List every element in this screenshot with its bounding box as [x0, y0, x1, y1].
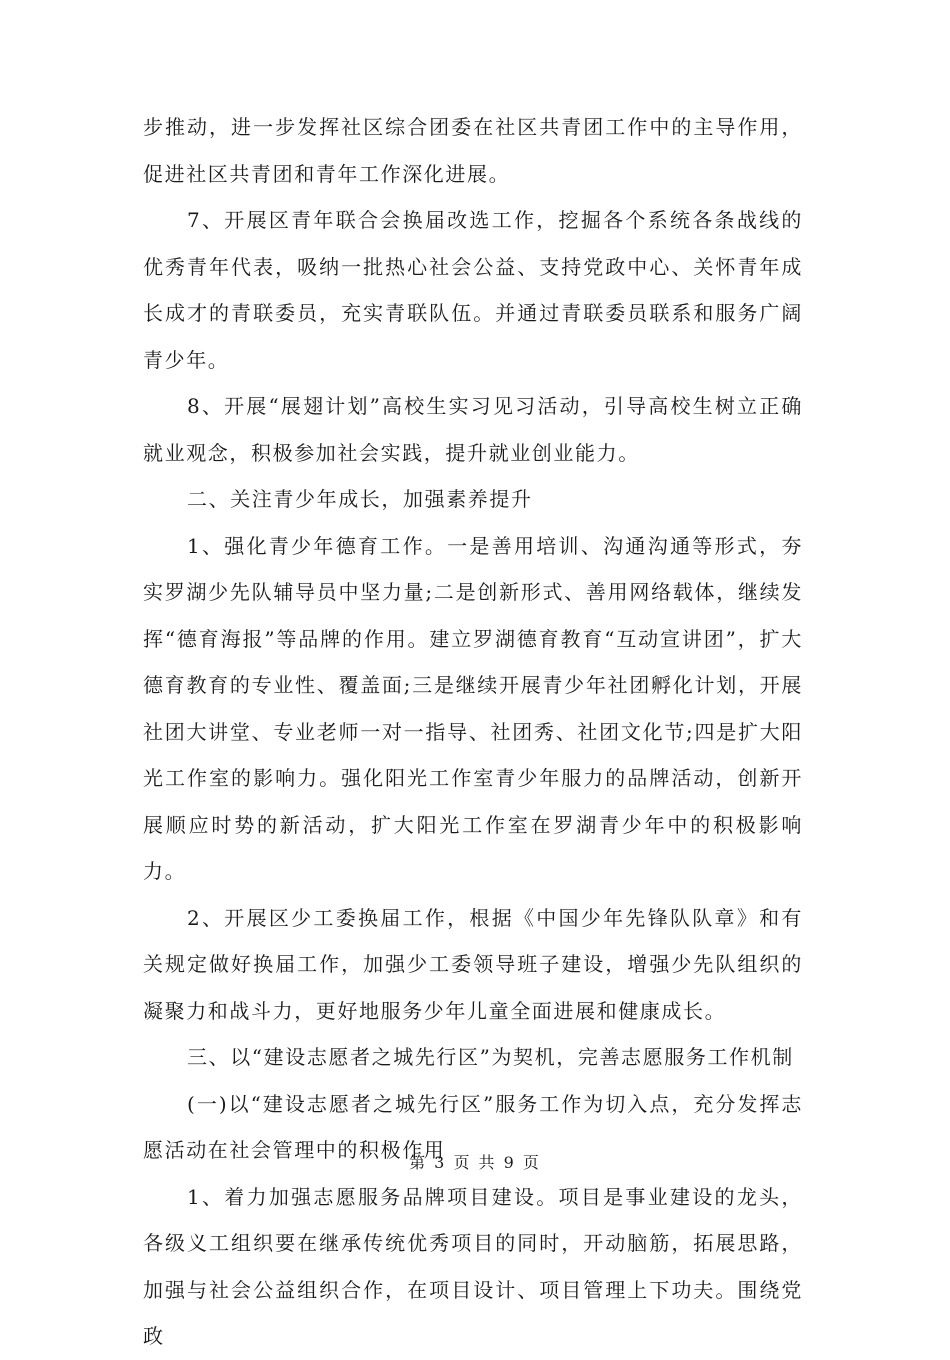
section-heading-2: 二、关注青少年成长，加强素养提升	[187, 487, 533, 511]
paragraph-1: 步推动，进一步发挥社区综合团委在社区共青团工作中的主导作用，促进社区共青团和青年工作深化进展。	[143, 115, 803, 186]
subsection-heading-1: (一)以“建设志愿者之城先行区”服务工作为切入点，充分发挥志愿活动在社会管理中的积极作用	[143, 1091, 803, 1162]
section-heading-3: 三、以“建设志愿者之城先行区”为契机，完善志愿服务工作机制	[187, 1045, 794, 1069]
paragraph-2: 7、开展区青年联合会换届改选工作，挖掘各个系统各条战线的优秀青年代表，吸纳一批热心社会公益、支持党政中心、关怀青年成长成才的青联委员，充实青联队伍。并通过青联委员联系和服务广阔青少年。	[143, 208, 803, 372]
page-footer: 第 3 页 共 9 页	[409, 1153, 541, 1172]
paragraph-5: 1、强化青少年德育工作。一是善用培训、沟通沟通等形式，夯实罗湖少先队辅导员中坚力量;二是创新形式、善用网络载体，继续发挥“德育海报”等品牌的作用。建立罗湖德育教育“互动宣讲团”，扩大德育教育的专业性、覆盖面;三是继续开展青少年社团孵化计划，开展社团大讲堂、专业老师一对一指导、社团秀、社团文化节;四是扩大阳光工作室的影响力。强化阳光工作室青少年服力的品牌活动，创新开展顺应时势的新活动，扩大阳光工作室在罗湖青少年中的积极影响力。	[143, 533, 803, 883]
paragraph-9: 1、着力加强志愿服务品牌项目建设。项目是事业建设的龙头，各级义工组织要在继承传统优秀项目的同时，开动脑筋，拓展思路，加强与社会公益组织合作，在项目设计、项目管理上下功夫。围绕党政	[143, 1184, 803, 1348]
paragraph-3: 8、开展“展翅计划”高校生实习见习活动，引导高校生树立正确就业观念，积极参加社会实践，提升就业创业能力。	[143, 394, 803, 465]
paragraph-6: 2、开展区少工委换届工作，根据《中国少年先锋队队章》和有关规定做好换届工作，加强少工委领导班子建设，增强少先队组织的凝聚力和战斗力，更好地服务少年儿童全面进展和健康成长。	[143, 905, 803, 1023]
